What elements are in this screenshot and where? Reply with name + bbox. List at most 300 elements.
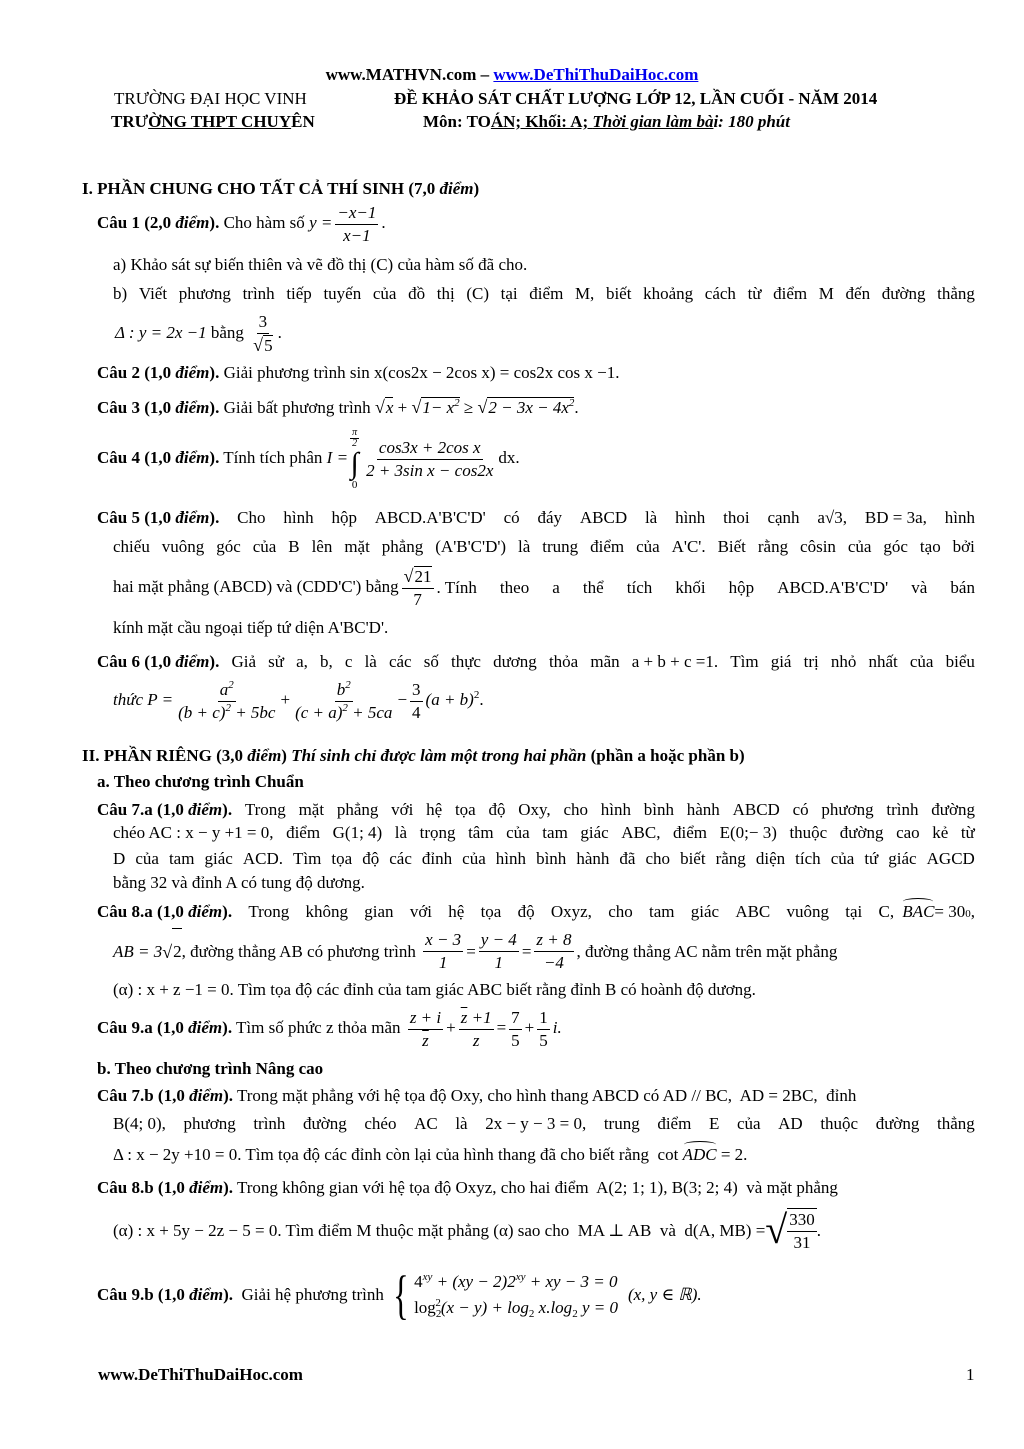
q8a-comma: , [970,902,975,921]
section-2-text: II. PHẦN RIÊNG (3,0 [82,746,248,765]
q6-d3: 4 [412,702,421,722]
q4-upper-den: 2 [352,437,358,449]
q9a-label [97,1018,232,1037]
word: không [305,902,349,921]
word: hình [495,849,527,868]
q6-d1a: (b + c) [178,702,226,722]
q2-pts: điểm [175,363,210,382]
word: đáy [537,508,563,527]
word: đường [303,1114,347,1133]
q6-d1b: + 5bc [230,702,276,722]
word: tích [626,578,653,598]
word: đường [931,800,975,819]
word: biết [680,849,706,868]
word: điểm [286,823,321,842]
q9b-xy1: xy [422,1271,433,1283]
word: độ [362,849,380,868]
q9a-eq: = [496,1018,507,1037]
q4 [97,424,520,492]
word: tam [542,823,568,842]
q4-upper-num: π [352,426,358,438]
word: thị [436,284,455,303]
word: khoảng [643,284,694,303]
q9b-pts: điểm [189,1285,224,1304]
word: AGCD [926,849,975,868]
word: của [252,537,277,556]
q6-sq-n2: 2 [345,678,351,691]
word: từ [960,823,975,842]
q6-d2a: (c + a) [295,702,343,722]
section-2-paren: (phần a hoặc phần b) [586,746,745,765]
word: của [909,652,934,671]
word: kẻ [932,823,949,842]
word: của [847,537,872,556]
word: vuông [786,902,830,921]
word: gian [364,902,394,921]
word: rằng [757,537,789,556]
word: A'C'. [671,537,706,556]
q6-frac3 [410,679,423,724]
word: hành [576,849,610,868]
word: hình [600,800,631,819]
word: b) [113,284,128,303]
q3-r3: 2 − 3x − 4x [488,398,569,417]
q7a-line1 [97,799,975,821]
word: trình [242,284,275,303]
q6-frac1 [176,679,277,724]
q5-line3 [113,565,975,611]
word: điểm [673,823,708,842]
section-2-note: Thí sinh chỉ được làm một trong hai phần [291,746,587,765]
word: các [389,849,412,868]
word: điểm [773,284,808,303]
q7b-adc-val: = 2. [716,1145,748,1164]
q8a-frac3 [534,929,573,974]
word: rằng [715,849,746,868]
word: lên [311,537,333,556]
q1-bang: bằng [206,323,249,342]
q9b-label-end: ). [223,1285,234,1304]
word: góc [216,537,241,556]
word: cho [608,902,633,921]
q6-minus: − [397,690,408,709]
word: thoi [723,508,750,527]
q3-sq2: 2 [568,397,575,409]
word: là [394,823,408,842]
q3: Câu 3 (1,0 điểm). Giải bất phương trình $√x + √1- x^2 \ge √2 - 3x - 4x^2$. [97,397,579,417]
q7b-label-text: Câu 7.b (1,0 [97,1086,190,1105]
q7b-pts: điểm [189,1086,224,1105]
q6-line1 [97,651,975,673]
q2-label-text: Câu 2 (1,0 [97,363,176,382]
q9a-label-end: ). [222,1018,233,1037]
q7a-line3 [113,848,975,870]
section-1-points: điểm [439,179,474,198]
q9b-r2b: (x − y) + log [440,1298,529,1317]
word: giác [690,902,720,921]
q8b-label-end: ). [223,1178,234,1197]
q9b [97,1265,702,1325]
word: . Tính [436,578,477,598]
q4-dx: dx. [498,448,520,467]
q6-d2b: + 5ca [347,702,393,722]
word: AC [414,1114,438,1133]
word: trọng [419,823,456,842]
school-underlined: ỜNG THPT CHUY [148,112,292,131]
q7b-line1-text: Trong mặt phẳng với hệ tọa độ Oxy, cho hình thang ABCD có AD // BC, AD = 2BC, đỉnh [233,1086,857,1105]
word: cho [645,849,671,868]
q9a-frac1 [408,1007,443,1052]
part-b-title: b. Theo chương trình Nâng cao [97,1059,324,1078]
q4-lower: 0 [351,478,358,491]
word: hình [283,508,314,527]
word: hình [944,508,975,527]
q8a-f2n: y − 4 [479,929,519,952]
word: bán [950,578,975,598]
word: phẳng [381,537,424,556]
word: Cho [237,508,266,527]
q6-n3: 3 [410,679,423,702]
q9a [97,1005,562,1052]
q9b-row2 [414,1295,618,1321]
word: có [792,800,809,819]
q1-text: Cho hàm số [219,213,310,232]
q9b-sub3: 2 [572,1308,578,1320]
university-name: TRƯỜNG ĐẠI HỌC VINH [114,89,307,108]
q4-den: 2 + 3sin x − cos2x [366,460,494,480]
word: chéo [364,1114,397,1133]
q9a-frac3 [509,1007,522,1052]
q3-sq1: 2 [454,397,460,409]
site-link[interactable]: www.DeThiThuDaiHoc.com [493,65,699,84]
word: Oxy, [518,800,551,819]
q9b-r2d: y = 0 [577,1298,618,1317]
word: ABCD [732,800,780,819]
word: tọa [480,902,502,921]
q8b-line1-text: Trong không gian với hệ tọa độ Oxyz, cho hai điểm A(2; 1; 1), B(3; 2; 4) và mặt phẳng [233,1178,838,1197]
q8b-fd: 31 [793,1233,811,1252]
q8a-line1-words [97,901,894,923]
q1-delta-line: Δ : y = 2x −1 [115,323,207,342]
q9b-label-text: Câu 9.b (1,0 [97,1285,190,1304]
q8a-line2: AB = 3 √ 2 , đường thẳng AB có phương trình $\frac{x - 3}{1}$ = $\frac{y - 4}{1}$ = $\frac{z + 8}{-4}$ , đường thẳng AC nằm trên mặt phẳng [113,928,975,975]
q4-text: Tính tích phân [219,448,327,467]
q9b-r2c: x.log [534,1298,573,1317]
q9a-f2n: +1 [467,1007,492,1027]
word: ABCD [579,508,628,527]
word: tại [845,902,863,921]
integral-sign: $\frac{\pi}{2}$ ∫ 0 [350,426,359,491]
word: đường [881,284,926,303]
word: của [636,537,660,556]
question-label: Câu 8.a (1,0 điểm). [97,902,233,921]
word: thể [582,578,604,598]
word: cách [704,284,736,303]
word: là [518,537,531,556]
dash: – [476,65,494,84]
word: trung [542,537,579,556]
word: của [372,284,397,303]
section-2-close: ) [281,746,292,765]
word: B(4; 0), [113,1114,166,1133]
word: bởi [952,537,975,556]
word: trung [603,1114,640,1133]
school-prefix: TRƯ [111,112,149,131]
q9b-sub2: 2 [528,1308,535,1320]
word: cho [563,800,588,819]
q3-pts: điểm [175,398,210,417]
q9a-f1n: z + i [408,1007,443,1030]
duration-b: i: 180 phút [713,112,790,131]
q8a-ab-tail: , đường thẳng AC nằm trên mặt phẳng [576,941,838,961]
word: Biết [717,537,746,556]
word: hộp [331,508,357,527]
word: phương [178,284,231,303]
q7a-line2 [113,822,975,844]
word: nhỏ [830,652,857,671]
word: theo [499,578,530,598]
question-label: Câu 5 (1,0 điểm). [97,508,220,527]
q2-label [97,363,219,382]
q8a-f1d: 1 [438,953,448,972]
word: số [423,652,439,671]
q8b-line2-text: (α) : x + 5y − 2z − 5 = 0. Tìm điểm M thuộc mặt phẳng (α) sao cho MA ⊥ AB và d(A, MB) = [113,1221,766,1240]
q1-y: y = [309,213,333,232]
q3-r2: 1− x [422,398,455,417]
word: mặt [298,800,325,819]
section-2-points: điểm [247,746,282,765]
q5-line4: kính mặt cầu ngoại tiếp tứ diện A'BC'D'. [113,618,389,637]
q9b-sub1: 2 [435,1308,442,1320]
q7b-label [97,1086,233,1105]
word: trình [253,1114,286,1133]
q9a-text: Tìm số phức z thỏa mãn [232,1018,405,1037]
q3-plus: + [393,398,412,417]
q1-a: a) Khảo sát sự biến thiên và vẽ đồ thị (C) của hàm số đã cho. [113,255,528,274]
word: E(0;− 3) [719,823,777,842]
section-2-title [82,745,745,767]
q7b-line1 [97,1085,856,1107]
q1-pts: điểm [175,213,210,232]
word: a [552,578,560,598]
q6-sq-tail: 2 [473,689,480,701]
q9a-label-text: Câu 9.a (1,0 [97,1018,189,1037]
word: diện [755,849,786,868]
q8a-eq2: = [521,941,532,961]
q1-b-line1 [113,283,975,305]
brace-icon: { [393,1265,409,1325]
q2-equation: sin x(cos2x − 2cos x) = cos2x cos x −1. [349,363,620,382]
word: cạnh [767,508,800,527]
word: của [830,849,855,868]
word: M [818,284,834,303]
word: điểm [529,284,564,303]
word: là [364,652,377,671]
word: của [506,823,530,842]
q5-fden: 7 [413,590,422,610]
word: Trong [244,800,286,819]
word: BD = 3a, [864,508,927,527]
q8a-frac1 [423,929,463,974]
q1-stem: Câu 1 (2,0 điểm). Cho hàm số y = $\frac{-x-1}{x-1}$ . [97,202,386,245]
q8b-fn: 330 [787,1209,817,1232]
q4-num: cos3x + 2cos x [377,437,483,460]
word: ABCD.A'B'C'D' [777,578,889,598]
word: C, [878,902,895,921]
q5-line3a-text: hai mặt phẳng (ABCD) và (CDD'C') bằng [113,577,399,596]
q7b-line3 [113,1144,747,1166]
q3-label-end: ). [209,398,220,417]
word: a√3, [817,508,848,527]
q1-den: x−1 [343,225,371,245]
word: chiếu [113,537,150,556]
word: ABC [735,902,771,921]
q4-label-end: ). [209,448,220,467]
q9b-text: Giải hệ phương trình [233,1285,389,1304]
word: tâm [468,823,494,842]
section-1-text: I. PHẦN CHUNG CHO TẤT CẢ THÍ SINH (7,0 [82,179,440,198]
q8a-eq1: = [466,941,476,961]
word: biểu [945,652,975,671]
word: sử [268,652,284,671]
word: 2x − y − 3 = 0, [485,1114,587,1133]
word: có [503,508,520,527]
question-label: Câu 6 (1,0 điểm). [97,652,220,671]
header-sites [0,64,1024,86]
q4-I: I = [326,448,349,467]
school-name [111,111,315,133]
word: thỏa [548,652,579,671]
q5-cos-fraction: $\frac{√21}{7}$ [403,566,432,610]
word: tại [500,284,518,303]
q8b-end: . [816,1221,821,1240]
q9a-f3d: 5 [511,1030,520,1050]
q8b-line2 [113,1208,821,1254]
word: tứ [864,849,879,868]
q9b-r2a: log [414,1298,436,1317]
q9a-f4n: 1 [537,1007,550,1030]
word: giác [580,823,609,842]
q7b-line2 [113,1113,975,1135]
q1-label-text: Câu 1 (2,0 [97,213,176,232]
q6-plus: + [280,690,291,709]
word: hình [675,508,706,527]
q6-sq-n1: 2 [228,678,234,691]
q6-sq-d2: 2 [342,701,348,714]
subject-underlined [491,112,714,131]
subject-line [423,111,790,133]
q8a-f2d: 1 [494,953,504,972]
word: hành [686,800,720,819]
q9a-plus: + [446,1018,456,1037]
word: AD [778,1114,803,1133]
q6-n1: a [219,679,229,699]
q6-sq-d1: 2 [225,701,231,714]
word: tam [168,849,195,868]
word: hộp [728,578,755,598]
part-a-title: a. Theo chương trình Chuẩn [97,772,304,791]
word: đường [875,1114,920,1133]
q8a-f1n: x − 3 [423,929,463,952]
q6-frac2 [293,679,394,724]
word: thẳng [937,284,975,303]
word: trị [803,652,819,671]
section-1-title [82,178,479,200]
word: các [388,652,412,671]
word: tam [648,902,675,921]
q5-fnum: 21 [414,567,432,587]
q9a-f1d: z [422,1030,429,1050]
word: côsin [800,537,836,556]
q4-label-text: Câu 4 (1,0 [97,448,176,467]
word: tạo [919,537,941,556]
q8b-line1 [97,1177,838,1199]
q9a-pts: điểm [188,1018,223,1037]
q6-thuc: thức P = [113,690,174,709]
word: giác [888,849,917,868]
q3-label [97,398,219,417]
word: phương [183,1114,236,1133]
word: đỉnh [421,849,453,868]
q7a-line4: bằng 32 và đỉnh A có tung độ dương. [113,873,365,892]
q9b-r1c: + xy − 3 = 0 [525,1272,618,1291]
word: a, [296,652,308,671]
q8b-pts: điểm [189,1178,224,1197]
word: b, [320,652,333,671]
word: tuyến [323,284,362,303]
word: đồ [408,284,426,303]
site-mathvn: www.MATHVN.com [325,65,477,84]
q9b-sup1: 2 [435,1297,441,1309]
q8a-line1: Câu 8.a (1,0 điểm). Trong không gian với hệ tọa độ Oxyz, cho tam giác ABC vuông tại C, BAC = 30 0 , [97,902,975,921]
word: của [462,849,486,868]
q1-dden: 5 [264,336,273,356]
q4-fraction [364,437,495,482]
q9b-r1b: + (xy − 2)2 [432,1272,516,1291]
school-suffix: ÊN [291,112,315,131]
q9a-f2d: z [472,1030,480,1050]
q6-tail: (a + b) [425,690,474,709]
q3-end: . [574,398,579,417]
q1-b-line2: Δ : y = 2x −1 bằng $\frac{3}{√5}$ . [115,312,282,356]
q2-label-end: ). [209,363,220,382]
word: với [409,902,433,921]
q6-n2: b [336,679,346,699]
q7b-label-end: ). [223,1086,234,1105]
word: của [736,1114,761,1133]
word: tọa [331,849,353,868]
word: phương [821,800,874,819]
word: ABC, [621,823,661,842]
word: hệ [448,902,465,921]
q2-text: Giải phương trình [219,363,350,382]
word: Tìm [293,849,322,868]
word: G(1; 4) [332,823,383,842]
word: điểm [657,1114,692,1133]
word: B [288,537,300,556]
word: trình [886,800,919,819]
q9b-domain: (x, y ∈ ℝ). [627,1285,702,1304]
word: là [455,1114,468,1133]
footer-site: www.DeThiThuDaiHoc.com [98,1365,303,1384]
word: vuông [161,537,205,556]
q3-ge: ≥ [459,398,478,417]
q9a-frac2 [459,1007,494,1052]
q4-pts: điểm [175,448,210,467]
section-1-close: ) [473,179,480,198]
q5-line2 [113,536,975,558]
word: nhất [868,652,898,671]
